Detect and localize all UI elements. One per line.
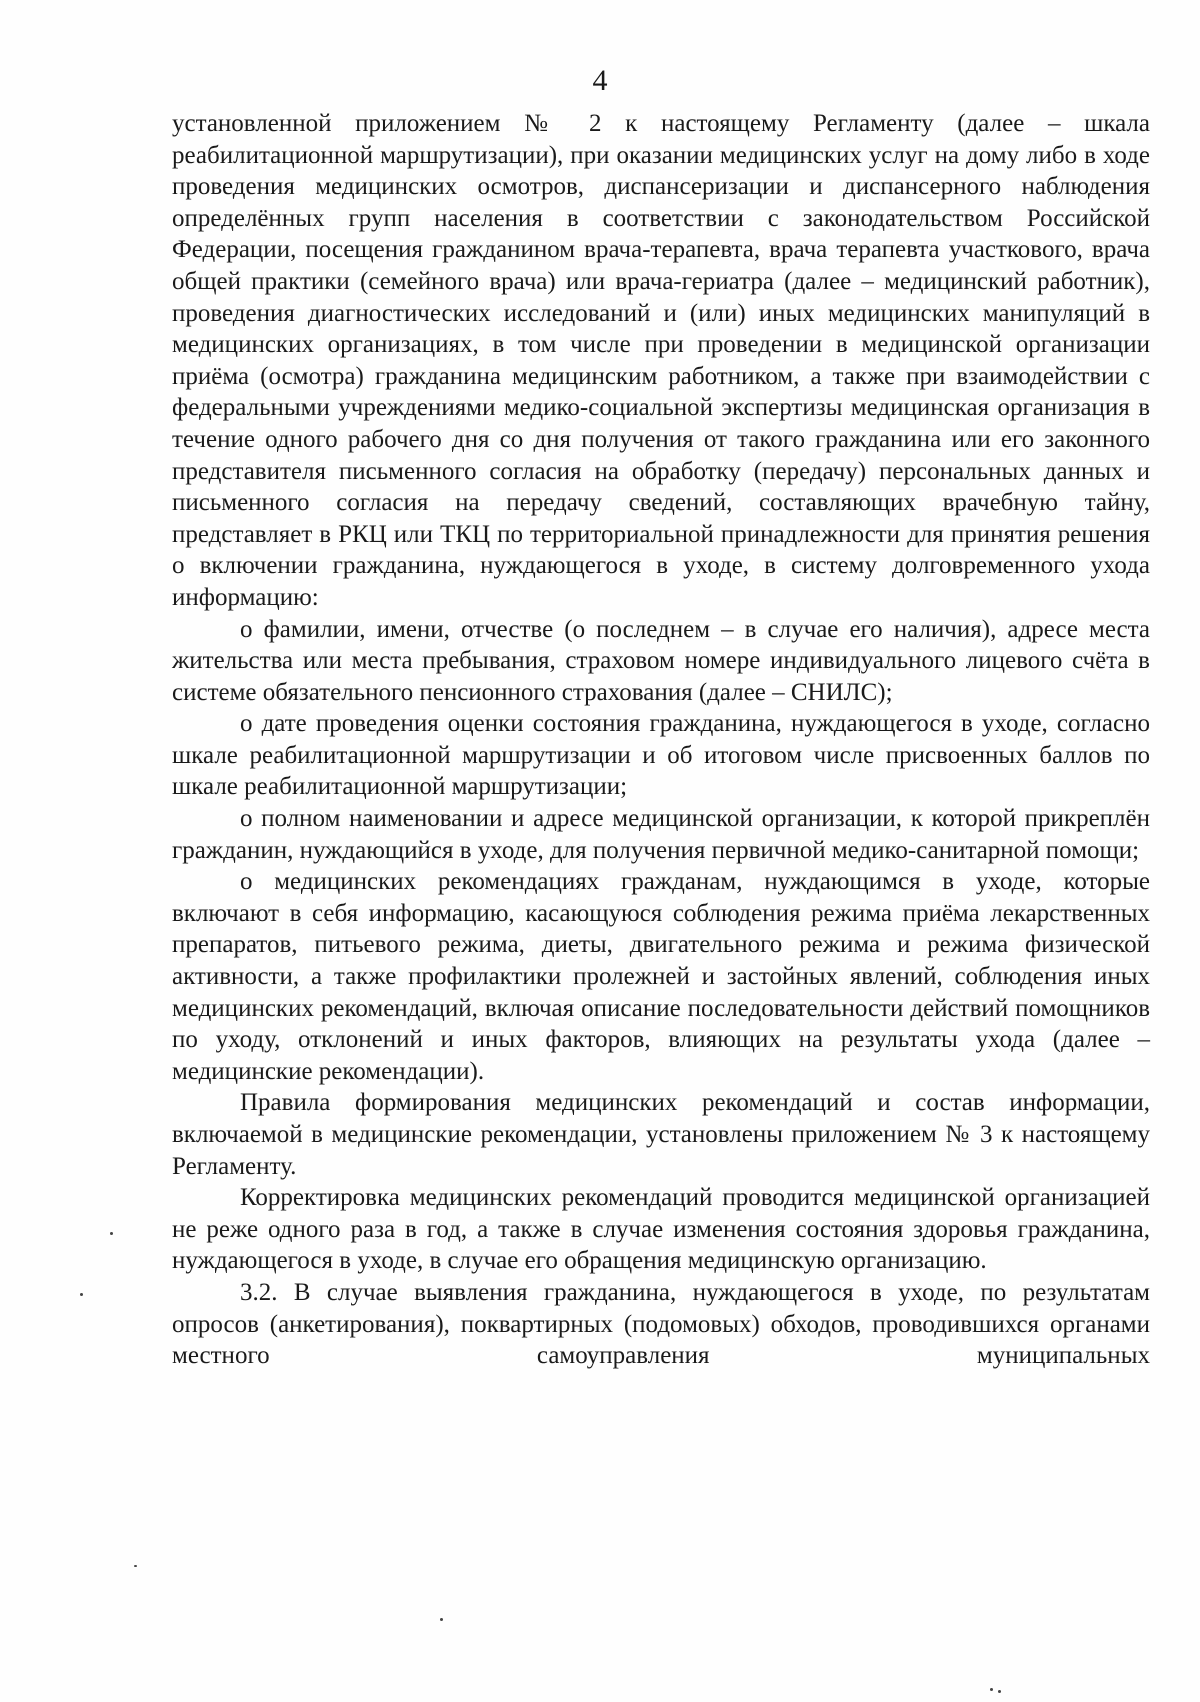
paragraph-medical-recommendations-info: о медицинских рекомендациях гражданам, нуждающимся в уходе, которые включают в себя информацию, касающуюся соблюдения режима приёма лекарственных препаратов, питьевого режима, диеты, двигательного режима и режима физической активности, а также профилактики пролежней и застойных явлений, соблюдения иных медицинских рекомендаций, включая описание последовательности действий помощников по уходу, отклонений и иных факторов, влияющих на результаты ухода (далее – медицинские рекомендации). [172, 868, 1150, 1085]
paragraph-medical-organization-info: о полном наименовании и адресе медицинской организации, к которой прикреплён гражданин, нуждающийся в уходе, для получения первичной медико-санитарной помощи; [172, 805, 1150, 864]
scan-speck [110, 1232, 113, 1235]
paragraph-continuation: установленной приложением № 2 к настоящему Регламенту (далее – шкала реабилитационной маршрутизации), при оказании медицинских услуг на дому либо в ходе проведения медицинских осмотров, диспансеризации и диспансерного наблюдения определённых групп населения в соответствии с законодательством Российской Федерации, посещения гражданином врача-терапевта, врача терапевта участкового, врача общей практики (семейного врача) или врача-гериатра (далее – медицинский работник), проведения диагностических исследований и (или) иных медицинских манипуляций в медицинских организациях, в том числе при проведении в медицинской организации приёма (осмотра) гражданина медицинским работником, а также при взаимодействии с федеральными учреждениями медико-социальной экспертизы медицинская организация в течение одного рабочего дня со дня получения от такого гражданина или его законного представителя письменного согласия на обработку (передачу) персональных данных и письменного согласия на передачу сведений, составляющих врачебную тайну, представляет в РКЦ или ТКЦ по территориальной принадлежности для принятия решения о включении гражданина, нуждающегося в уходе, в систему долговременного ухода информацию: [172, 110, 1150, 611]
scan-speck [990, 1688, 993, 1691]
scan-speck [134, 1565, 137, 1567]
scan-speck [440, 1618, 443, 1621]
paragraph-full-name-info: о фамилии, имени, отчестве (о последнем – в случае его наличия), адресе места жительства или места пребывания, страховом номере индивидуального лицевого счёта в системе обязательного пенсионного страхования (далее – СНИЛС); [172, 615, 1150, 706]
page-number: 4 [592, 64, 608, 97]
paragraph-recommendation-correction: Корректировка медицинских рекомендаций проводится медицинской организацией не реже одного раза в год, а также в случае изменения состояния здоровья гражданина, нуждающегося в уходе, в случае его обращения медицинскую организацию. [172, 1184, 1150, 1275]
paragraph-assessment-date-info: о дате проведения оценки состояния гражданина, нуждающегося в уходе, согласно шкале реабилитационной маршрутизации и об итоговом числе присвоенных баллов по шкале реабилитационной маршрутизации; [172, 710, 1150, 801]
paragraph-recommendation-rules: Правила формирования медицинских рекомендаций и состав информации, включаемой в медицинские рекомендации, установлены приложением № 3 к настоящему Регламенту. [172, 1089, 1150, 1180]
paragraph-section-3-2: 3.2. В случае выявления гражданина, нуждающегося в уходе, по результатам опросов (анкетирования), поквартирных (подомовых) обходов, проводившихся органами местного самоуправления муниципальных [172, 1278, 1150, 1370]
scan-speck [998, 1690, 1001, 1693]
scan-speck [80, 1293, 83, 1296]
document-body [172, 108, 1150, 1372]
